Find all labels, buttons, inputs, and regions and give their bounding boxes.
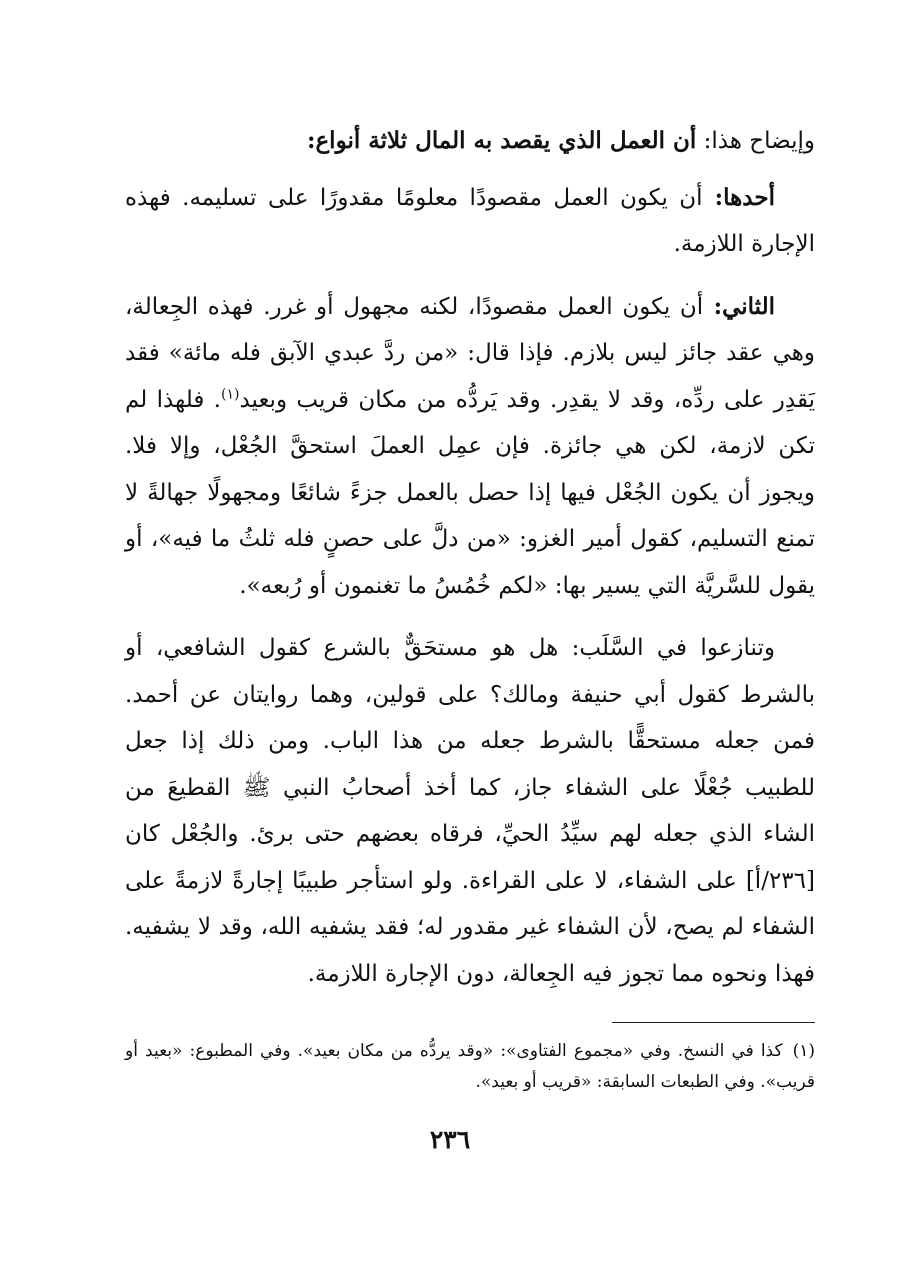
paragraph-text: أن يكون العمل مقصودًا، لكنه مجهول أو غرر. فهذه الجِعالة، وهي عقد جائز ليس بلازم. فإذا قال: «من ردَّ عبدي الآبق فله مائة» فقد يَقدِر على ردِّه، وقد لا يقدِر. وقد يَردُّه من مكان قريب وبعيد	[125, 293, 816, 413]
paragraph-text: أن يكون العمل مقصودًا معلومًا مقدورًا على تسليمه. فهذه الإجارة اللازمة.	[125, 184, 815, 257]
footnote-divider	[612, 1022, 815, 1023]
paragraph-first-type	[125, 175, 815, 268]
paragraph-second-type	[125, 284, 815, 610]
paragraph-lead: أحدها:	[702, 183, 775, 211]
intro-lead: وإيضاح هذا:	[696, 128, 815, 154]
paragraph-salab	[125, 625, 815, 997]
paragraph-text: وتنازعوا في السَّلَب: هل هو مستحَقٌّ بالشرع كقول الشافعي، أو بالشرط كقول أبي حنيفة ومالك؟ على قولين، وهما روايتان عن أحمد. فمن جعله مستحقًّا بالشرط جعله من هذا الباب. ومن ذلك إذا جعل للطبيب جُعْلًا على الشفاء جاز، كما أخذ أصحابُ النبي ﷺ القطيعَ من الشاء الذي جعله لهم سيِّدُ الحيِّ، فرقاه بعضهم حتى برئ. والجُعْل كان [٢٣٦/أ] على الشفاء، لا على القراءة. ولو استأجر طبيبًا إجارةً لازمةً على الشفاء لم يصح، لأن الشفاء غير مقدور له؛ فقد يشفيه الله، وقد لا يشفيه. فهذا ونحوه مما تجوز فيه الجِعالة، دون الإجارة اللازمة.	[125, 635, 815, 987]
page-number: ٢٣٦	[429, 1125, 471, 1154]
footnotes	[125, 1036, 815, 1098]
footnote-number: (١)	[792, 1041, 815, 1061]
paragraph-lead: الثاني:	[703, 292, 775, 320]
intro-heading: أن العمل الذي يقصد به المال ثلاثة أنواع:	[306, 127, 697, 154]
intro-paragraph	[125, 118, 815, 165]
footnote-text: كذا في النسخ. وفي «مجموع الفتاوى»: «وقد يردُّه من مكان بعيد». وفي المطبوع: «بعيد أو قريب». وفي الطبعات السابقة: «قريب أو بعيد».	[125, 1041, 815, 1092]
paragraph-text-continued: . فلهذا لم تكن لازمة، لكن هي جائزة. فإن عمِل العملَ استحقَّ الجُعْل، وإلا فلا. ويجوز أن يكون الجُعْل فيها إذا حصل بالعمل جزءً شائعًا ومجهولًا جهالةً لا تمنع التسليم، كقول أمير الغزو: «من دلَّ على حصنٍ فله ثلثُ ما فيه»، أو يقول للسَّريَّة التي يسير بها: «لكم خُمُسُ ما تغنمون أو رُبعه».	[125, 386, 815, 599]
footnote-item	[125, 1036, 815, 1098]
footnote-reference[interactable]: (١)	[220, 385, 240, 402]
main-text	[125, 118, 815, 1013]
